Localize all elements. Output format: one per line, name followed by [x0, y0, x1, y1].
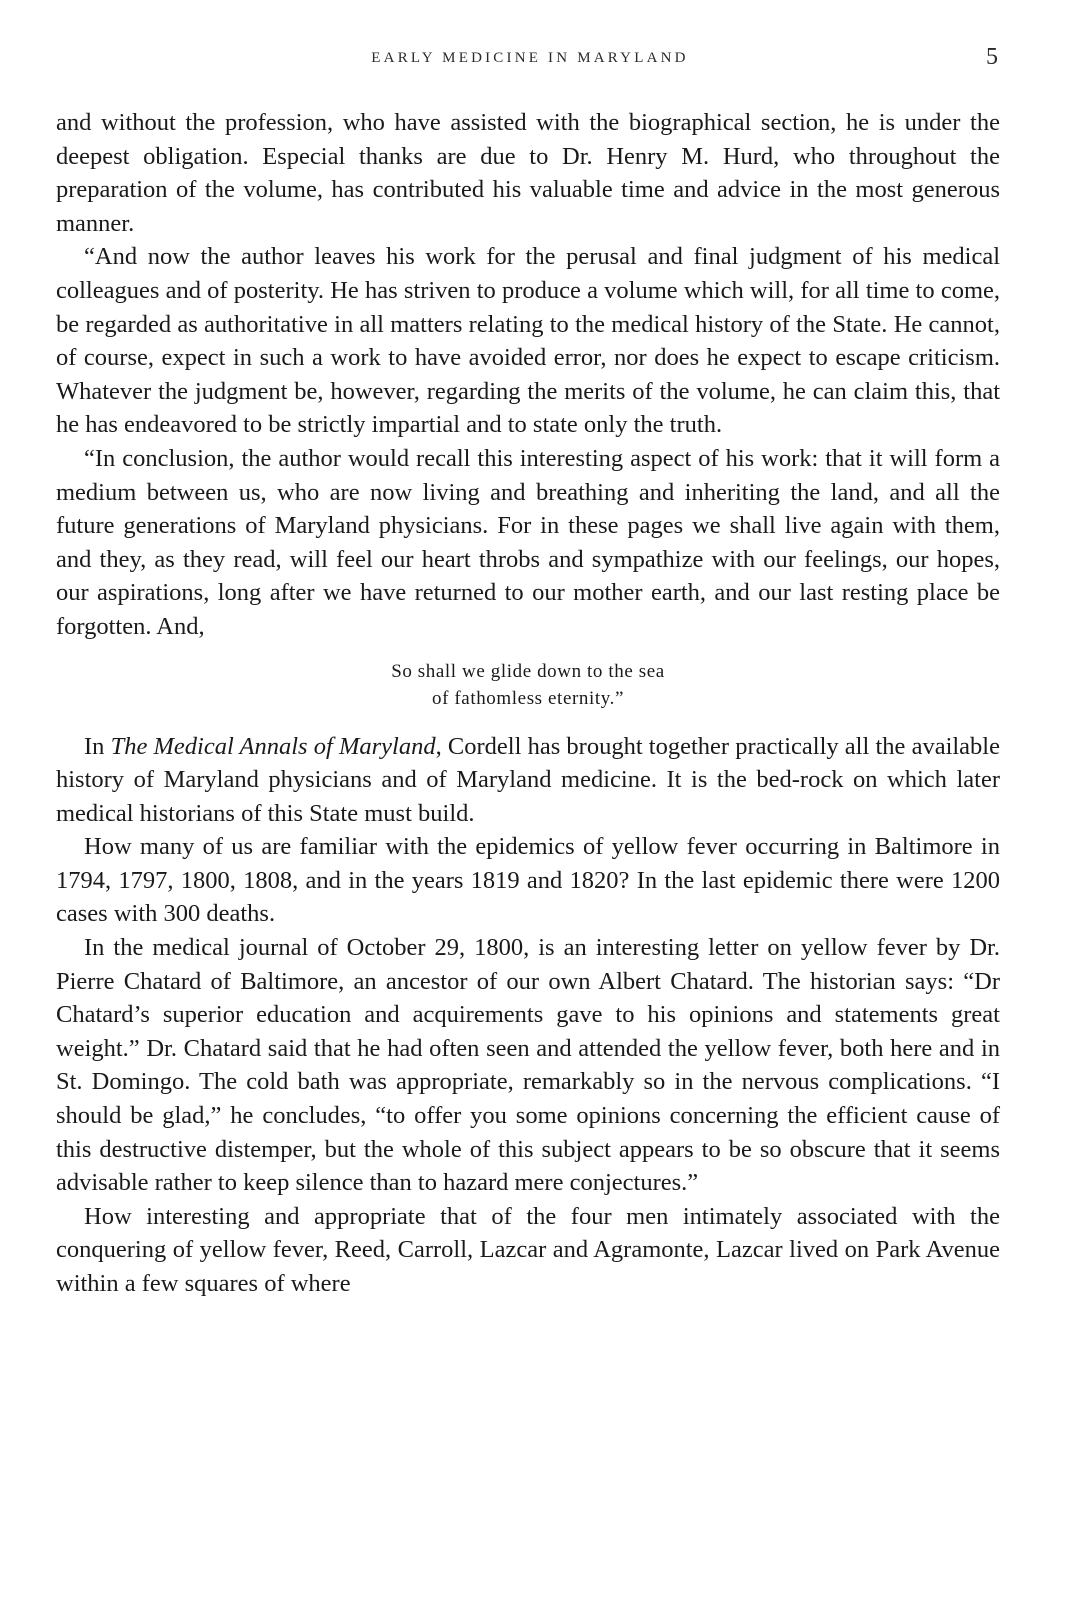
paragraph-yellow-fever-epidemics: How many of us are familiar with the epidemics of yellow fever occurring in Baltimore in 1794, 1797, 1800, 1808, and in the years 1819 and 1820? In the last epidemic there were 1200 cases with 300 deaths.	[56, 833, 1000, 928]
paragraph-chatard-letter: In the medical journal of October 29, 1800, is an interesting letter on yellow fever by Dr. Pierre Chatard of Baltimore, an ancestor of our own Albert Chatard. The historian says: “Dr Chatard’s superior education and acquirements gave to his opinions and statements great weight.” Dr. Chatard said that he had often seen and attended the yellow fever, both here and in St. Domingo. The cold bath was appropriate, remarkably so in the nervous complications. “I should be glad,” he concludes, “to offer you some opinions concerning the efficient cause of this destructive distemper, but the whole of this subject appears to be so obscure that it seems advisable rather to keep silence than to hazard mere conjectures.”	[56, 934, 1000, 1197]
verse-line-1: So shall we glide down to the sea	[391, 660, 665, 682]
annals-text-after: , Cordell has brought together practically all the available history of Maryland physicians and of Maryland medicine. It is the bed-rock on which later medical historians of this State must build.	[56, 732, 1000, 827]
running-head	[62, 44, 998, 74]
paragraph-medical-annals	[56, 730, 1000, 831]
paragraph-in-conclusion: “In conclusion, the author would recall this interesting aspect of his work: that it will form a medium between us, who are now living and breathing and inheriting the land, and all the future generations of Maryland physicians. For in these pages we shall live again with them, and they, as they read, will feel our heart throbs and sympathize with our feelings, our hopes, our aspirations, long after we have returned to our mother earth, and our last resting place be forgotten. And,	[56, 444, 1000, 640]
annals-text-before: In	[84, 732, 111, 760]
paragraph-four-men: How interesting and appropriate that of the four men intimately associated with the conquering of yellow fever, Reed, Carroll, Lazcar and Agramonte, Lazcar lived on Park Avenue within a few squares of where	[56, 1202, 1000, 1297]
page-number: 5	[986, 44, 998, 70]
body-text	[56, 106, 1000, 1301]
annals-book-title: The Medical Annals of Maryland	[110, 732, 436, 760]
paragraph-author-leaves-work: “And now the author leaves his work for the perusal and final judgment of his medical colleagues and of posterity. He has striven to produce a volume which will, for all time to come, be regarded as authoritative in all matters relating to the medical history of the State. He cannot, of course, expect in such a work to have avoided error, nor does he expect to escape criticism. Whatever the judgment be, however, regarding the merits of the volume, he can claim this, that he has endeavored to be strictly impartial and to state only the truth.	[56, 243, 1000, 439]
paragraph-acknowledgements: and without the profession, who have assisted with the biographical section, he is under the deepest obligation. Especial thanks are due to Dr. Henry M. Hurd, who throughout the preparation of the volume, has contributed his valuable time and advice in the most generous manner.	[56, 109, 1000, 237]
running-title: EARLY MEDICINE IN MARYLAND	[371, 50, 689, 66]
verse-quote	[56, 658, 1000, 712]
verse-line-2: of fathomless eternity.”	[431, 687, 625, 709]
